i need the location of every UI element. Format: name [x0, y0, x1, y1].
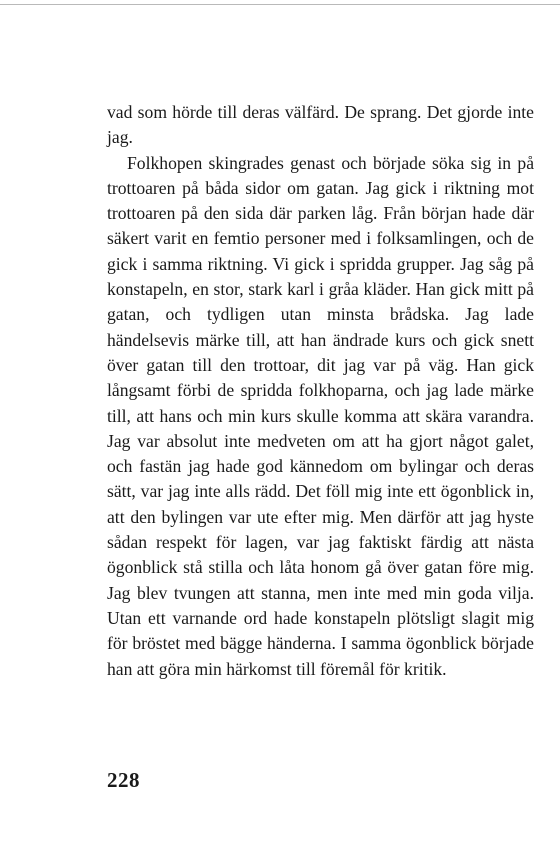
paragraph: Folkhopen skingrades genast och började söka sig in på trottoaren på båda sidor om gatan. Jag gick i riktning mot trottoaren på den sida där parken låg. Från början hade där säkert varit en femtio personer med i folksamlingen, och de gick i samma riktning. Vi gick i spridda grupper. Jag såg på konstapeln, en stor, stark karl i gråa kläder. Han gick mitt på gatan, och tydligen utan minsta brådska. Jag lade händelsevis märke till, att han ändrade kurs och gick snett över gatan till den trottoar, dit jag var på väg. Han gick långsamt förbi de spridda folkhoparna, och jag lade märke till, att hans och min kurs skulle komma att skära varandra. Jag var absolut inte medveten om att ha gjort något galet, och fastän jag hade god kännedom om bylingar och deras sätt, var jag inte alls rädd. Det föll mig inte ett ögonblick in, att den bylingen var ute efter mig. Men därför att jag hyste sådan respekt för lagen, var jag faktiskt färdig att nästa ögonblick stå stilla och låta honom gå över gatan före mig. Jag blev tvungen att stanna, men inte med min goda vilja. Utan ett varnande ord hade konstapeln plötsligt slagit mig för bröstet med bägge händerna. I samma ögonblick började han att göra min härkomst till föremål för kritik.: [107, 152, 534, 679]
top-rule: [0, 4, 560, 5]
page-number: 228: [107, 768, 140, 792]
body-text: [107, 100, 534, 682]
paragraph-continuation: vad som hörde till deras välfärd. De sprang. Det gjorde inte jag.: [107, 102, 534, 148]
